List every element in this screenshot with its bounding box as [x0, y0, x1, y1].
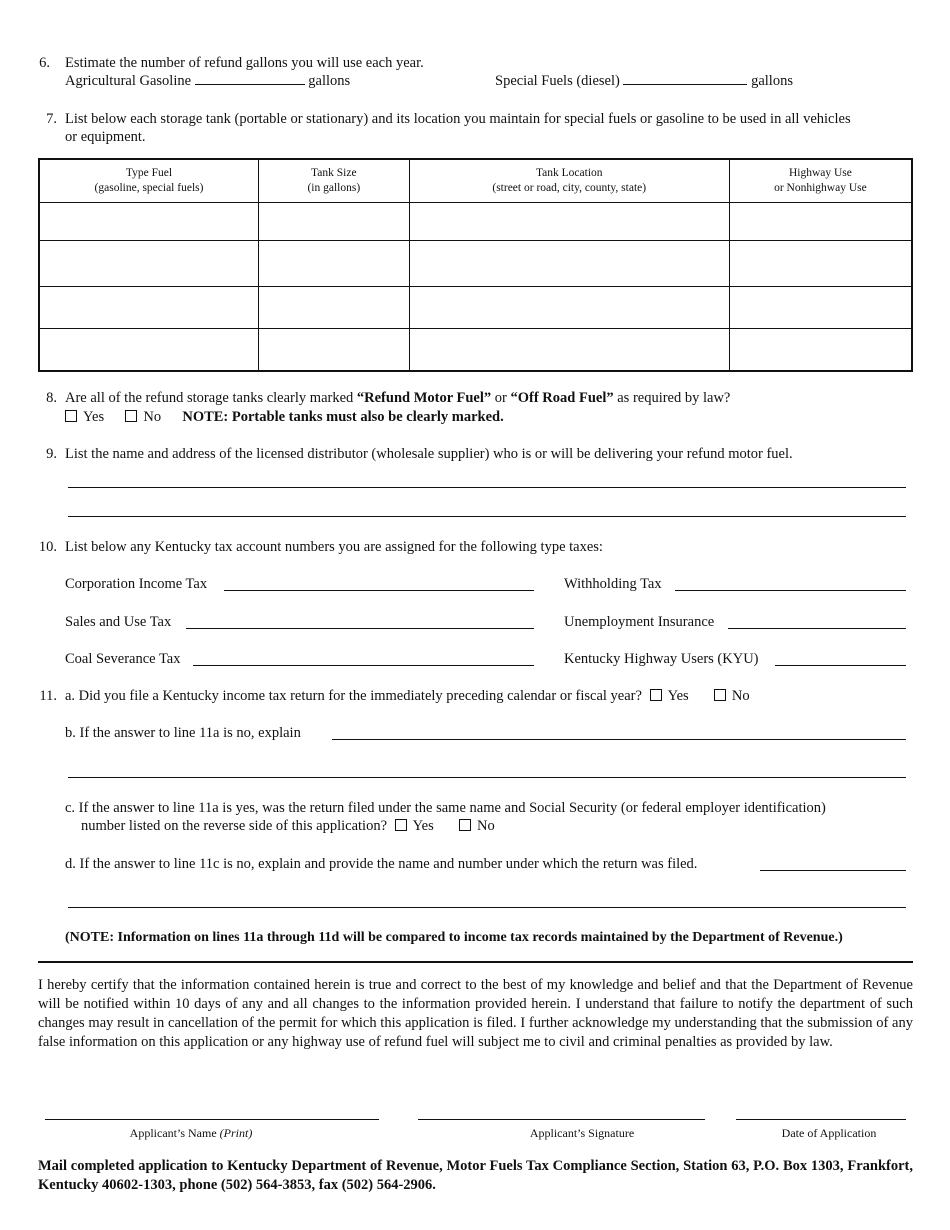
- q11c-text-line2: number listed on the reverse side of this application?: [81, 818, 388, 834]
- header-type-fuel: Type Fuel (gasoline, special fuels): [39, 159, 258, 203]
- q7-number: 7.: [46, 111, 57, 127]
- cell-type-fuel[interactable]: [39, 203, 258, 241]
- applicant-signature-field[interactable]: [418, 1119, 705, 1120]
- applicant-name-caption: Applicant’s Name (Print): [129, 1126, 253, 1140]
- q9-answer-line-1[interactable]: [68, 487, 906, 488]
- table-row: [39, 329, 912, 371]
- q8-text: Are all of the refund storage tanks clearly marked “Refund Motor Fuel” or “Off Road Fuel” as required by law?: [65, 390, 731, 406]
- q6-special-fuels-row: [495, 73, 793, 90]
- q11a-no-label: No: [731, 688, 750, 704]
- unemployment-insurance-label: Unemployment Insurance: [564, 614, 715, 630]
- q11-note: (NOTE: Information on lines 11a through 11d will be compared to income tax records maintained by the Department of Revenue.): [65, 930, 843, 945]
- withholding-tax-field[interactable]: [675, 590, 906, 591]
- cell-type-fuel[interactable]: [39, 287, 258, 329]
- q7-text-line2: or equipment.: [65, 129, 146, 145]
- cell-highway-use[interactable]: [729, 241, 912, 287]
- sales-use-tax-field[interactable]: [186, 628, 534, 629]
- applicant-signature-caption: Applicant’s Signature: [529, 1126, 635, 1140]
- cell-tank-size[interactable]: [258, 329, 409, 371]
- application-date-field[interactable]: [736, 1119, 906, 1120]
- kentucky-highway-users-field[interactable]: [775, 665, 906, 666]
- q8-no-label: No: [143, 409, 162, 425]
- cell-type-fuel[interactable]: [39, 241, 258, 287]
- q11b-answer-line-1[interactable]: [332, 739, 906, 740]
- q11a-row: [65, 688, 750, 705]
- q11a-text: a. Did you file a Kentucky income tax return for the immediately preceding calendar or fiscal year?: [65, 688, 642, 704]
- q9-number: 9.: [46, 446, 57, 462]
- q11d-answer-line-2[interactable]: [68, 907, 906, 908]
- q11a-no-checkbox[interactable]: [714, 689, 726, 701]
- q8-no-checkbox[interactable]: [125, 410, 137, 422]
- q11a-yes-label: Yes: [667, 688, 689, 704]
- q10-number: 10.: [38, 539, 57, 555]
- ag-gasoline-label: Agricultural Gasoline: [65, 73, 192, 89]
- applicant-name-field[interactable]: [45, 1119, 379, 1120]
- cell-type-fuel[interactable]: [39, 329, 258, 371]
- cell-highway-use[interactable]: [729, 287, 912, 329]
- cell-tank-size[interactable]: [258, 241, 409, 287]
- special-fuels-label: Special Fuels (diesel): [495, 73, 620, 89]
- application-date-caption: Date of Application: [781, 1126, 877, 1140]
- q11b-answer-line-2[interactable]: [68, 777, 906, 778]
- q8-number: 8.: [46, 390, 57, 406]
- q6-ag-gasoline-row: [65, 73, 350, 90]
- unemployment-insurance-field[interactable]: [728, 628, 906, 629]
- coal-severance-tax-field[interactable]: [193, 665, 534, 666]
- corporation-income-tax-label: Corporation Income Tax: [65, 576, 208, 592]
- q11c-no-checkbox[interactable]: [459, 819, 471, 831]
- q11b-text: b. If the answer to line 11a is no, explain: [65, 725, 301, 741]
- withholding-tax-label: Withholding Tax: [564, 576, 662, 592]
- certification-text: I hereby certify that the information contained herein is true and correct to the best of my knowledge and belief and that the Department of Revenue will be notified within 10 days of any and all changes to the information provided herein. I understand that failure to notify the department of such changes may result in cancellation of the permit for which this application is filed. I further acknowledge my understanding that the submission of any false information on this application or any highway use of refund fuel will subject me to civil and criminal penalties as provided by law.: [38, 977, 913, 1050]
- q6-number: 6.: [39, 55, 50, 71]
- table-row: [39, 241, 912, 287]
- q11c-text-line1: c. If the answer to line 11a is yes, was the return filed under the same name and Social Security (or federal employer identification): [65, 800, 826, 816]
- cell-tank-location[interactable]: [409, 329, 729, 371]
- q11-number: 11.: [39, 688, 57, 704]
- ag-gasoline-field[interactable]: [195, 83, 305, 85]
- q8-yes-label: Yes: [83, 409, 105, 425]
- off-road-fuel-label: “Off Road Fuel”: [510, 390, 614, 406]
- cell-tank-size[interactable]: [258, 287, 409, 329]
- header-highway-use: Highway Use or Nonhighway Use: [729, 159, 912, 203]
- cell-tank-size[interactable]: [258, 203, 409, 241]
- storage-tank-table: [38, 158, 913, 372]
- cell-tank-location[interactable]: [409, 241, 729, 287]
- q11c-yes-checkbox[interactable]: [395, 819, 407, 831]
- cell-highway-use[interactable]: [729, 203, 912, 241]
- q11c-yes-label: Yes: [412, 818, 434, 834]
- refund-motor-fuel-label: “Refund Motor Fuel”: [356, 390, 492, 406]
- table-header-row: [39, 159, 912, 203]
- header-tank-location: Tank Location (street or road, city, county, state): [409, 159, 729, 203]
- q9-text: List the name and address of the licensed distributor (wholesale supplier) who is or will be delivering your refund motor fuel.: [65, 446, 793, 462]
- kentucky-highway-users-label: Kentucky Highway Users (KYU): [564, 651, 759, 667]
- q9-answer-line-2[interactable]: [68, 516, 906, 517]
- q8-yes-checkbox[interactable]: [65, 410, 77, 422]
- q8-answer-row: [65, 409, 504, 426]
- ag-gasoline-unit: gallons: [308, 73, 351, 89]
- q11a-yes-checkbox[interactable]: [650, 689, 662, 701]
- section-divider: [38, 961, 913, 963]
- special-fuels-field[interactable]: [623, 83, 747, 85]
- q10-text: List below any Kentucky tax account numbers you are assigned for the following type taxes:: [65, 539, 603, 555]
- corporation-income-tax-field[interactable]: [224, 590, 534, 591]
- coal-severance-tax-label: Coal Severance Tax: [65, 651, 181, 667]
- sales-use-tax-label: Sales and Use Tax: [65, 614, 172, 630]
- q11c-row: [81, 818, 495, 835]
- q6-text: Estimate the number of refund gallons you will use each year.: [65, 55, 424, 71]
- q7-text-line1: List below each storage tank (portable or stationary) and its location you maintain for special fuels or gasoline to be used in all vehicles: [65, 111, 851, 127]
- cell-tank-location[interactable]: [409, 203, 729, 241]
- q8-note: NOTE: Portable tanks must also be clearly marked.: [182, 409, 504, 425]
- table-row: [39, 203, 912, 241]
- cell-highway-use[interactable]: [729, 329, 912, 371]
- mail-instructions: Mail completed application to Kentucky Department of Revenue, Motor Fuels Tax Compliance Section, Station 63, P.O. Box 1303, Frankfort, Kentucky 40602-1303, phone (502) 564-3853, fax (502) 564-2906.: [38, 1158, 913, 1193]
- q11d-text: d. If the answer to line 11c is no, explain and provide the name and number under which the return was filed.: [65, 856, 698, 872]
- cell-tank-location[interactable]: [409, 287, 729, 329]
- q11c-no-label: No: [477, 818, 495, 834]
- table-row: [39, 287, 912, 329]
- header-tank-size: Tank Size (in gallons): [258, 159, 409, 203]
- q11d-answer-line-1[interactable]: [760, 870, 906, 871]
- special-fuels-unit: gallons: [751, 73, 793, 89]
